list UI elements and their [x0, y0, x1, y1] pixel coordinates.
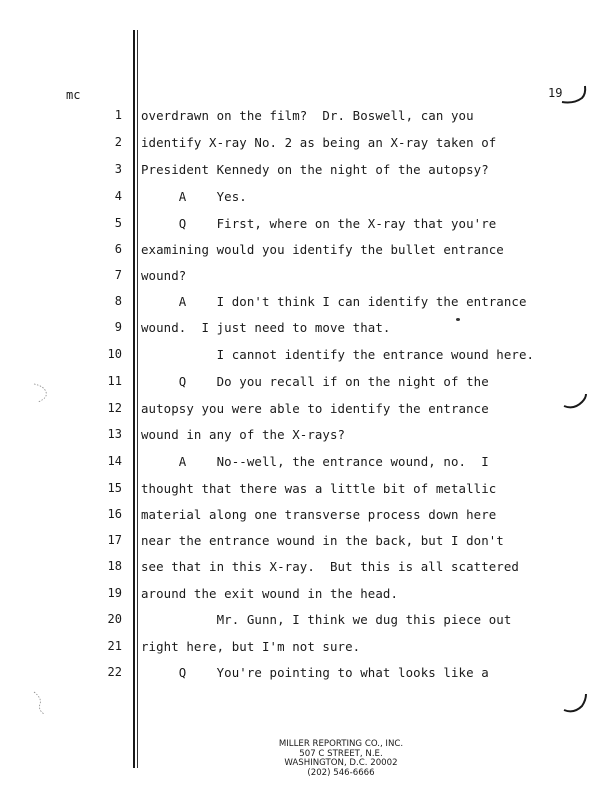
- transcript-line: [0, 533, 612, 553]
- transcript-line: [0, 507, 612, 527]
- line-number: 3: [114, 162, 122, 176]
- footer-company: MILLER REPORTING CO., INC.: [278, 739, 404, 749]
- transcript-line: [0, 294, 612, 314]
- line-text: President Kennedy on the night of the autopsy?: [141, 162, 489, 177]
- line-text: A Yes.: [141, 189, 247, 204]
- line-text: material along one transverse process down here: [141, 507, 497, 522]
- line-text: A I don't think I can identify the entrance: [141, 294, 527, 309]
- transcript-line: [0, 401, 612, 421]
- line-number: 21: [107, 639, 122, 653]
- transcript-line: [0, 586, 612, 606]
- line-text: around the exit wound in the head.: [141, 586, 399, 601]
- line-number: 10: [107, 347, 122, 361]
- line-text: Mr. Gunn, I think we dug this piece out: [141, 612, 512, 627]
- line-text: overdrawn on the film? Dr. Boswell, can you: [141, 108, 474, 123]
- transcript-line: [0, 374, 612, 394]
- line-number: 13: [107, 427, 122, 441]
- transcript-line: [0, 162, 612, 182]
- footer-block: [0, 740, 612, 778]
- transcript-line: [0, 135, 612, 155]
- line-number: 20: [107, 612, 122, 626]
- line-number: 18: [107, 559, 122, 573]
- line-text: wound. I just need to move that.: [141, 320, 391, 335]
- page-number: 19: [548, 86, 563, 100]
- line-text: Q You're pointing to what looks like a: [141, 665, 489, 680]
- transcript-line: [0, 612, 612, 632]
- transcript-line: [0, 108, 612, 128]
- line-number: 7: [114, 268, 122, 282]
- line-text: see that in this X-ray. But this is all scattered: [141, 559, 519, 574]
- line-number: 15: [107, 481, 122, 495]
- line-number: 5: [114, 216, 122, 230]
- line-number: 16: [107, 507, 122, 521]
- transcript-line: [0, 347, 612, 367]
- footer-street: 507 C STREET, N.E.: [299, 748, 383, 759]
- line-text: wound?: [141, 268, 187, 283]
- binder-mark-top: [560, 84, 590, 108]
- transcript-line: [0, 427, 612, 447]
- transcript-line: [0, 216, 612, 236]
- line-number: 8: [114, 294, 122, 308]
- line-text: Q Do you recall if on the night of the: [141, 374, 489, 389]
- transcript-line: [0, 639, 612, 659]
- line-number: 4: [114, 189, 122, 203]
- line-text: examining would you identify the bullet entrance: [141, 242, 504, 257]
- line-number: 22: [107, 665, 122, 679]
- line-number: 12: [107, 401, 122, 415]
- scan-mark-left-2: [30, 690, 54, 718]
- line-text: identify X-ray No. 2 as being an X-ray taken of: [141, 135, 497, 150]
- transcript-line: [0, 320, 612, 340]
- footer-phone: (202) 546-6666: [307, 767, 375, 778]
- line-text: A No--well, the entrance wound, no. I: [141, 454, 489, 469]
- line-text: I cannot identify the entrance wound here.: [141, 347, 535, 362]
- reporter-initials: mc: [66, 88, 81, 102]
- transcript-line: [0, 268, 612, 288]
- line-text: Q First, where on the X-ray that you're: [141, 216, 497, 231]
- line-number: 14: [107, 454, 122, 468]
- line-number: 2: [114, 135, 122, 149]
- transcript-line: [0, 454, 612, 474]
- line-number: 11: [107, 374, 122, 388]
- footer-city: WASHINGTON, D.C. 20002: [284, 758, 398, 768]
- line-number: 19: [107, 586, 122, 600]
- line-number: 9: [114, 320, 122, 334]
- line-text: right here, but I'm not sure.: [141, 639, 361, 654]
- line-number: 17: [107, 533, 122, 547]
- line-text: thought that there was a little bit of metallic: [141, 481, 497, 496]
- binder-mark-bottom: [562, 692, 592, 720]
- line-number: 6: [114, 242, 122, 256]
- line-text: near the entrance wound in the back, but I don't: [141, 533, 504, 548]
- transcript-line: [0, 189, 612, 209]
- transcript-line: [0, 559, 612, 579]
- transcript-line: [0, 242, 612, 262]
- transcript-line: [0, 481, 612, 501]
- transcript-line: [0, 665, 612, 685]
- line-text: autopsy you were able to identify the entrance: [141, 401, 489, 416]
- line-text: wound in any of the X-rays?: [141, 427, 346, 442]
- line-number: 1: [114, 108, 122, 122]
